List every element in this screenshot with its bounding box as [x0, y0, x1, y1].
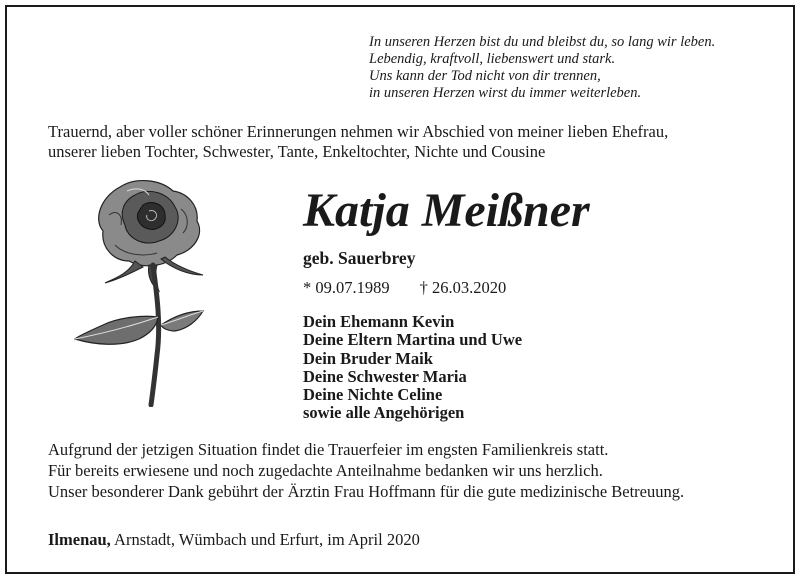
rose-bloom [99, 181, 200, 266]
death-date: † 26.03.2020 [419, 278, 507, 297]
poem-line: Uns kann der Tod nicht von dir trennen, [369, 68, 601, 84]
memorial-poem [369, 34, 789, 102]
mourner-line: sowie alle Angehörigen [303, 403, 465, 423]
deceased-name: Katja Meißner [303, 184, 590, 237]
rose-stem [151, 265, 159, 405]
maiden-name: geb. Sauerbrey [303, 248, 416, 268]
birth-date: * 09.07.1989 [303, 278, 390, 297]
notice-line: Aufgrund der jetzigen Situation findet die Trauerfeier im engsten Familienkreis statt. [48, 440, 609, 459]
life-dates [303, 277, 506, 299]
mourners-list [303, 313, 522, 423]
mourner-line: Deine Eltern Martina und Uwe [303, 330, 523, 350]
closing-place: Ilmenau, [48, 530, 111, 549]
mourner-line: Dein Bruder Maik [303, 348, 433, 368]
closing-rest: Arnstadt, Wümbach und Erfurt, im April 2020 [110, 530, 420, 549]
mourner-line: Deine Nichte Celine [303, 385, 443, 405]
notice-line: Unser besonderer Dank gebührt der Ärztin Frau Hoffmann für die gute medizinische Betreuung. [48, 482, 685, 501]
intro-text [48, 122, 788, 162]
intro-line: unserer lieben Tochter, Schwester, Tante, Enkeltochter, Nichte und Cousine [48, 142, 546, 161]
rose-leaves [75, 311, 203, 344]
notice-line: Für bereits erwiesene und noch zugedachte Anteilnahme bedanken wir uns herzlich. [48, 461, 603, 480]
poem-line: Lebendig, kraftvoll, liebenswert und stark. [369, 51, 616, 67]
funeral-notice [48, 439, 788, 502]
poem-line: In unseren Herzen bist du und bleibst du, so lang wir leben. [369, 34, 716, 50]
closing-line [48, 529, 420, 550]
mourner-line: Dein Ehemann Kevin [303, 312, 455, 331]
poem-line: in unseren Herzen wirst du immer weiterleben. [369, 85, 642, 101]
rose-illustration [65, 175, 225, 407]
intro-line: Trauernd, aber voller schöner Erinnerungen nehmen wir Abschied von meiner lieben Ehefrau, [48, 122, 669, 141]
mourner-line: Deine Schwester Maria [303, 366, 467, 386]
obituary-frame [5, 5, 795, 574]
